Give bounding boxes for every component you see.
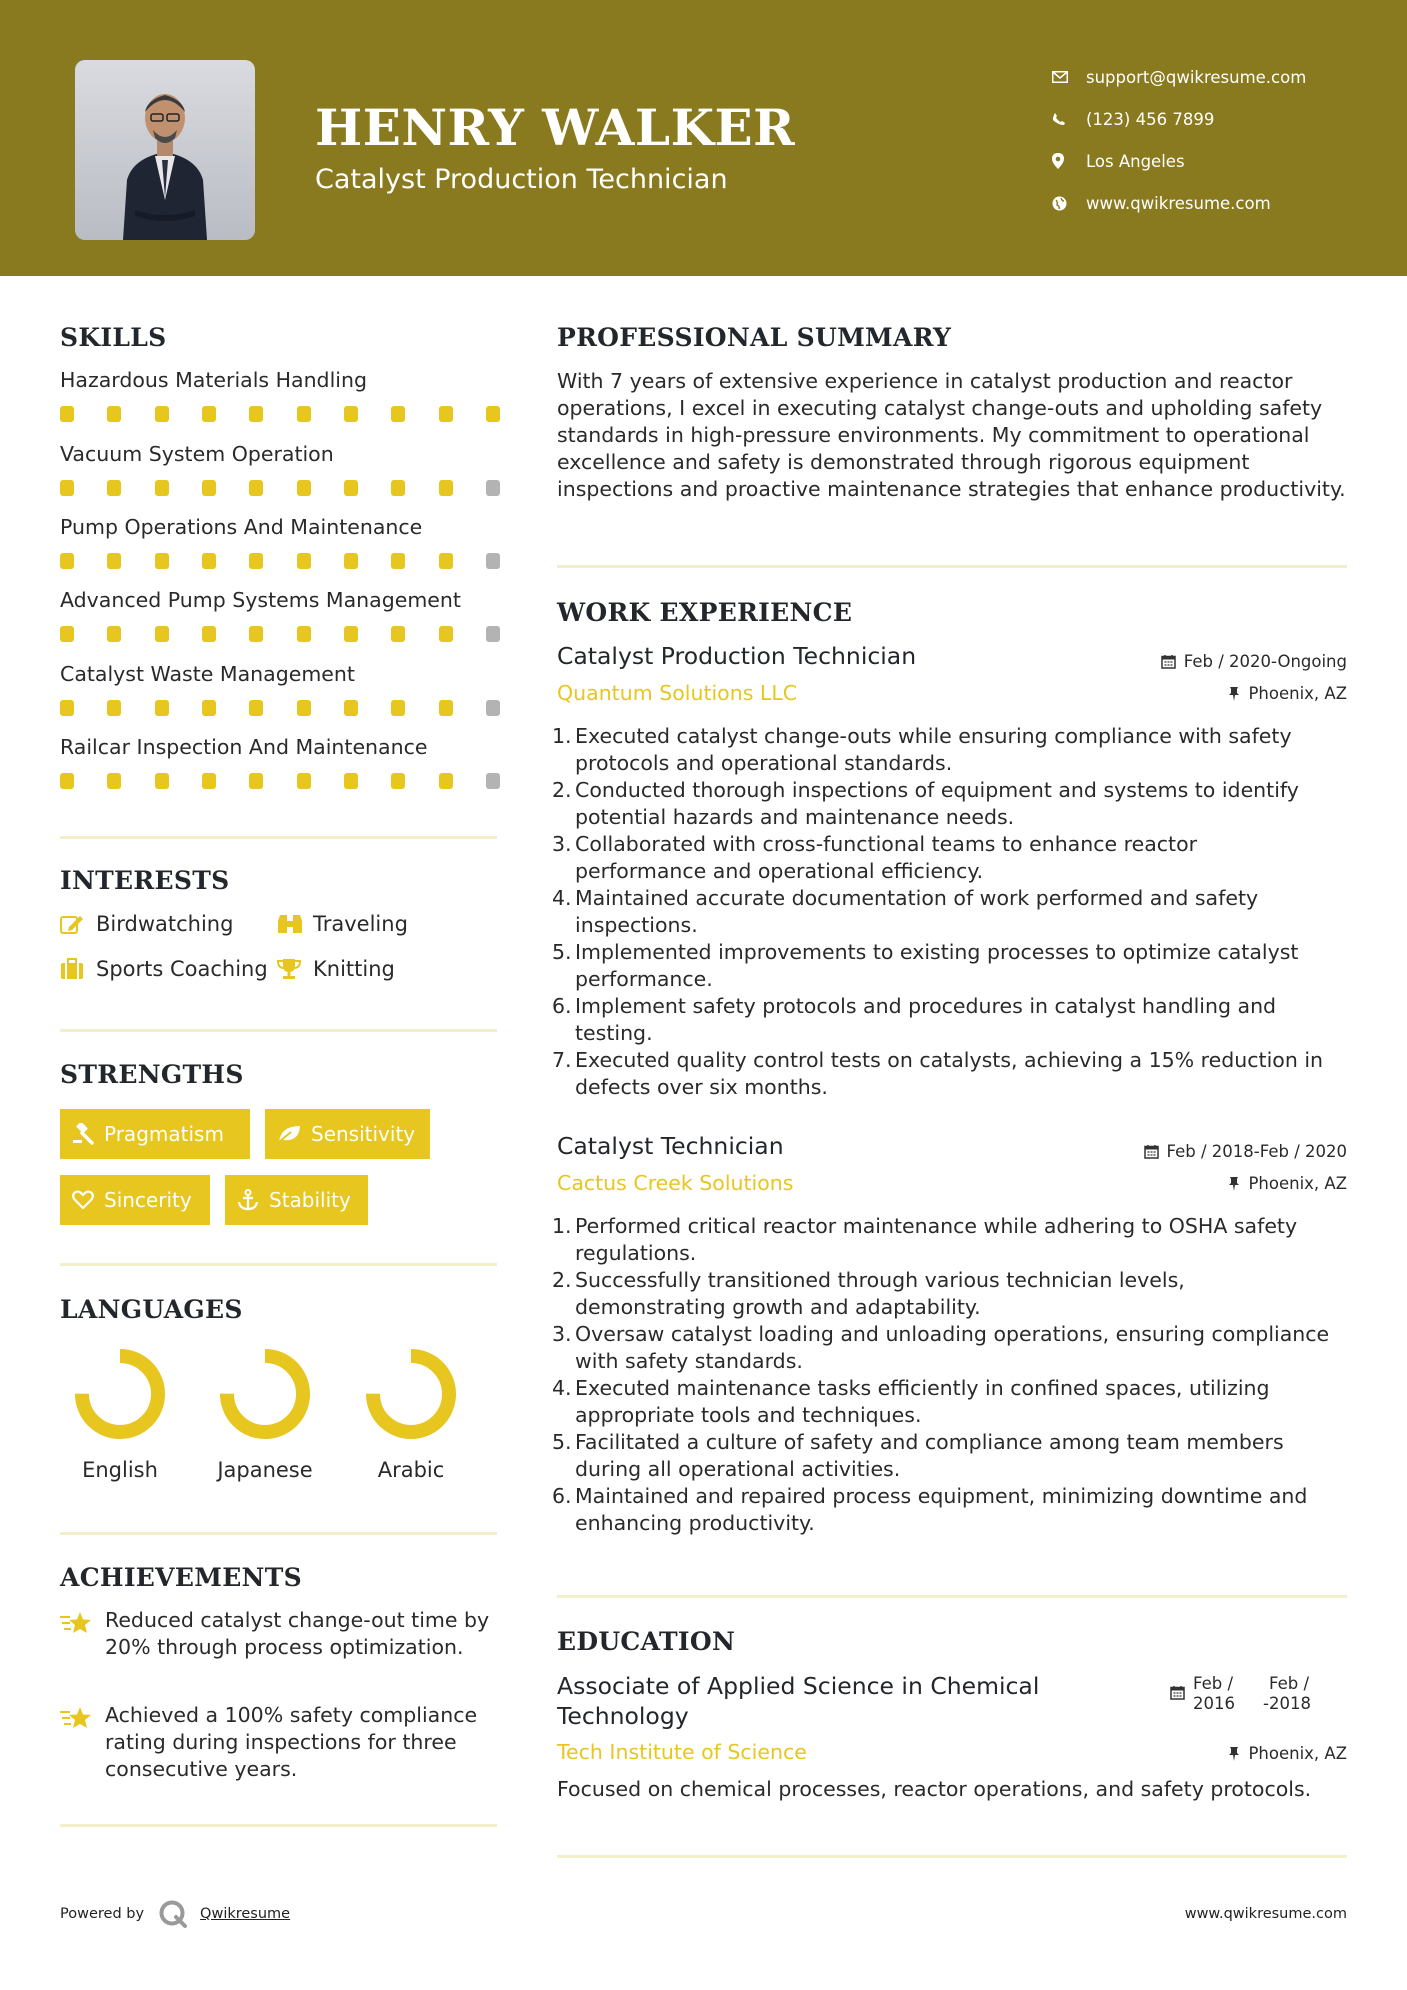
contact-location xyxy=(1050,140,1380,182)
summary-text: With 7 years of extensive experience in catalyst production and reactor operations, I excel in executing catalyst change-outs and upholding safety standards in high-pressure environments. My commitment to operational excellence and safety is demonstrated through rigorous equipment inspections and proactive maintenance strategies that enhance productivity. xyxy=(557,369,1346,501)
rating-dot-filled xyxy=(344,553,358,569)
skill-label: Catalyst Waste Management xyxy=(60,662,355,686)
rating-dot-filled xyxy=(155,700,169,716)
rating-dot-filled xyxy=(297,406,311,422)
rating-dot-filled xyxy=(439,553,453,569)
school-name: Tech Institute of Science xyxy=(557,1740,807,1764)
strength-tag xyxy=(60,1175,210,1225)
anchor-icon xyxy=(237,1189,259,1211)
rating-dot-filled xyxy=(107,626,121,642)
rating-dot-filled xyxy=(202,773,216,789)
rating-dot-filled xyxy=(439,626,453,642)
qwikresume-link[interactable]: Qwikresume xyxy=(200,1906,291,1922)
calendar-icon xyxy=(1170,1674,1185,1714)
calendar-icon xyxy=(1144,1144,1159,1159)
rating-dot-filled xyxy=(249,480,263,496)
rating-dot-filled xyxy=(297,626,311,642)
list-item: 5. Implemented improvements to existing processes to optimize catalyst performance. xyxy=(552,940,1299,991)
rating-dot-filled xyxy=(249,773,263,789)
job-dates-text: Feb / 2018-Feb / 2020 xyxy=(1166,1142,1347,1161)
rating-dot-filled xyxy=(107,773,121,789)
gavel-icon xyxy=(72,1123,94,1145)
rating-dot-filled xyxy=(107,406,121,422)
list-item: 1. Executed catalyst change-outs while ensuring compliance with safety protocols and operational standards. xyxy=(552,724,1292,775)
rating-dot-filled xyxy=(249,626,263,642)
interests-heading: INTERESTS xyxy=(60,866,230,895)
job-title: Catalyst Production Technician xyxy=(557,642,917,670)
skill-label: Vacuum System Operation xyxy=(60,442,334,466)
education-heading: EDUCATION xyxy=(557,1627,736,1656)
language-item xyxy=(346,1346,476,1482)
rating-dot-empty xyxy=(486,480,500,496)
skill-rating xyxy=(60,406,500,422)
briefcase-icon xyxy=(60,958,96,980)
job-bullets xyxy=(552,723,1352,1101)
leaf-icon xyxy=(277,1124,301,1144)
rating-dot-filled xyxy=(439,406,453,422)
achievement-item xyxy=(60,1607,500,1661)
list-item: 6. Maintained and repaired process equipment, minimizing downtime and enhancing productivity. xyxy=(552,1484,1308,1535)
rating-dot-filled xyxy=(202,700,216,716)
company-name: Quantum Solutions LLC xyxy=(557,681,798,705)
job-location xyxy=(1228,684,1347,703)
company-name: Cactus Creek Solutions xyxy=(557,1171,794,1195)
list-item: 4. Executed maintenance tasks efficiently in confined spaces, utilizing appropriate tools and techniques. xyxy=(552,1376,1270,1427)
degree-title: Associate of Applied Science in Chemical xyxy=(557,1672,1040,1700)
strength-label: Sincerity xyxy=(104,1188,192,1212)
footer-powered-by xyxy=(60,1899,290,1929)
strength-tag xyxy=(265,1109,430,1159)
job-dates xyxy=(1161,652,1347,671)
section-divider xyxy=(60,1824,497,1827)
skill-label: Railcar Inspection And Maintenance xyxy=(60,735,428,759)
contact-email-text: support@qwikresume.com xyxy=(1086,67,1307,87)
rating-dot-filled xyxy=(391,700,405,716)
job-bullets xyxy=(552,1213,1352,1537)
candidate-name: HENRY WALKER xyxy=(315,98,796,157)
job-dates-text: Feb / 2020-Ongoing xyxy=(1183,652,1347,671)
rating-dot-filled xyxy=(249,406,263,422)
language-level-ring xyxy=(217,1346,313,1442)
interest-label: Knitting xyxy=(313,957,395,981)
skill-rating xyxy=(60,553,500,569)
job-dates xyxy=(1144,1142,1347,1161)
skills-heading: SKILLS xyxy=(60,323,167,352)
list-item: 4. Maintained accurate documentation of work performed and safety inspections. xyxy=(552,886,1259,937)
interest-item xyxy=(60,912,233,936)
strength-label: Sensitivity xyxy=(311,1122,416,1146)
education-date-start: Feb / 2016 xyxy=(1193,1674,1235,1713)
strengths-heading: STRENGTHS xyxy=(60,1060,244,1089)
interest-item xyxy=(60,957,268,981)
strength-tag xyxy=(225,1175,368,1225)
rating-dot-filled xyxy=(202,406,216,422)
interest-item xyxy=(277,912,408,936)
rating-dot-filled xyxy=(107,480,121,496)
pin-icon xyxy=(1228,686,1240,702)
pencil-icon xyxy=(60,913,96,935)
contact-list xyxy=(1050,56,1380,224)
list-item: 6. Implement safety protocols and procedures in catalyst handling and testing. xyxy=(552,994,1277,1045)
list-item: 1. Performed critical reactor maintenance while adhering to OSHA safety regulations. xyxy=(552,1214,1298,1265)
language-label: Japanese xyxy=(217,1458,313,1482)
experience-heading: WORK EXPERIENCE xyxy=(557,598,853,627)
section-divider xyxy=(60,1263,497,1266)
skill-rating xyxy=(60,773,500,789)
phone-icon xyxy=(1050,112,1086,126)
list-item: 5. Facilitated a culture of safety and compliance among team members during all operational activities. xyxy=(552,1430,1284,1481)
rating-dot-filled xyxy=(344,626,358,642)
list-item: 7. Executed quality control tests on catalysts, achieving a 15% reduction in defects over six months. xyxy=(552,1048,1324,1099)
header-banner xyxy=(0,0,1407,276)
rating-dot-filled xyxy=(391,773,405,789)
skill-rating xyxy=(60,700,500,716)
rating-dot-filled xyxy=(344,700,358,716)
rating-dot-filled xyxy=(155,553,169,569)
language-label: English xyxy=(82,1458,158,1482)
rating-dot-filled xyxy=(391,480,405,496)
job-location-text: Phoenix, AZ xyxy=(1248,684,1347,703)
summary-heading: PROFESSIONAL SUMMARY xyxy=(557,323,952,352)
rating-dot-filled xyxy=(155,626,169,642)
rating-dot-filled xyxy=(60,773,74,789)
qwikresume-logo-icon xyxy=(158,1899,188,1929)
strength-label: Pragmatism xyxy=(104,1122,224,1146)
rating-dot-empty xyxy=(486,700,500,716)
rating-dot-filled xyxy=(391,626,405,642)
strength-tag xyxy=(60,1109,250,1159)
candidate-title: Catalyst Production Technician xyxy=(315,164,728,195)
language-item xyxy=(200,1346,330,1482)
heart-icon xyxy=(72,1190,94,1210)
contact-website[interactable] xyxy=(1050,182,1380,224)
language-label: Arabic xyxy=(377,1458,445,1482)
rating-dot-empty xyxy=(486,553,500,569)
job-location-text: Phoenix, AZ xyxy=(1248,1174,1347,1193)
skill-label: Pump Operations And Maintenance xyxy=(60,515,423,539)
section-divider xyxy=(60,1532,497,1535)
list-item: 2. Successfully transitioned through various technician levels, demonstrating growth and adaptability. xyxy=(552,1268,1185,1319)
calendar-icon xyxy=(1161,654,1176,669)
list-item: 3. Collaborated with cross-functional teams to enhance reactor performance and operational efficiency. xyxy=(552,832,1198,883)
rating-dot-filled xyxy=(297,553,311,569)
interest-label: Sports Coaching xyxy=(96,957,268,981)
rating-dot-filled xyxy=(297,773,311,789)
contact-location-text: Los Angeles xyxy=(1086,151,1185,171)
list-item: 3. Oversaw catalyst loading and unloading operations, ensuring compliance with safety standards. xyxy=(552,1322,1330,1373)
rating-dot-filled xyxy=(107,553,121,569)
rating-dot-filled xyxy=(344,406,358,422)
achievement-text: Reduced catalyst change-out time by 20% through process optimization. xyxy=(105,1608,490,1659)
skill-rating xyxy=(60,480,500,496)
rating-dot-filled xyxy=(249,700,263,716)
rating-dot-filled xyxy=(439,773,453,789)
rating-dot-filled xyxy=(60,480,74,496)
rating-dot-filled xyxy=(297,700,311,716)
language-level-ring xyxy=(72,1346,168,1442)
rating-dot-filled xyxy=(155,480,169,496)
footer-website[interactable]: www.qwikresume.com xyxy=(1184,1906,1347,1922)
education-dates xyxy=(1170,1674,1311,1714)
section-divider xyxy=(557,1595,1347,1598)
strength-label: Stability xyxy=(269,1188,351,1212)
rating-dot-filled xyxy=(202,480,216,496)
contact-phone[interactable] xyxy=(1050,98,1380,140)
rating-dot-filled xyxy=(297,480,311,496)
education-description: Focused on chemical processes, reactor operations, and safety protocols. xyxy=(557,1777,1312,1801)
degree-title-cont: Technology xyxy=(557,1702,689,1730)
language-level-ring xyxy=(363,1346,459,1442)
rating-dot-filled xyxy=(486,406,500,422)
education-location-text: Phoenix, AZ xyxy=(1248,1744,1347,1763)
rating-dot-empty xyxy=(486,773,500,789)
rating-dot-filled xyxy=(60,406,74,422)
powered-by-text: Powered by xyxy=(60,1906,145,1922)
envelope-icon xyxy=(1050,71,1086,83)
star-icon xyxy=(60,1607,105,1661)
contact-phone-text: (123) 456 7899 xyxy=(1086,109,1215,129)
contact-email[interactable] xyxy=(1050,56,1380,98)
rating-dot-filled xyxy=(155,773,169,789)
language-item xyxy=(55,1346,185,1482)
pin-icon xyxy=(1228,1746,1240,1762)
section-divider xyxy=(557,565,1347,568)
job-location xyxy=(1228,1174,1347,1193)
education-date-end: Feb / -2018 xyxy=(1263,1674,1311,1713)
pin-icon xyxy=(1228,1176,1240,1192)
star-icon xyxy=(60,1702,105,1783)
contact-website-text: www.qwikresume.com xyxy=(1086,193,1271,213)
rating-dot-filled xyxy=(60,626,74,642)
rating-dot-filled xyxy=(391,553,405,569)
list-item: 2. Conducted thorough inspections of equipment and systems to identify potential hazards and maintenance needs. xyxy=(552,778,1299,829)
interest-label: Traveling xyxy=(313,912,408,936)
rating-dot-filled xyxy=(60,553,74,569)
achievement-item xyxy=(60,1702,500,1783)
profile-photo xyxy=(75,60,255,240)
section-divider xyxy=(60,1029,497,1032)
job-title: Catalyst Technician xyxy=(557,1132,784,1160)
globe-icon xyxy=(1050,196,1086,211)
map-marker-icon xyxy=(1050,153,1086,169)
interest-label: Birdwatching xyxy=(96,912,234,936)
trophy-icon xyxy=(277,958,313,980)
rating-dot-filled xyxy=(107,700,121,716)
achievement-text: Achieved a 100% safety compliance rating during inspections for three consecutive years. xyxy=(105,1703,478,1781)
section-divider xyxy=(60,836,497,839)
rating-dot-filled xyxy=(155,406,169,422)
rating-dot-filled xyxy=(249,553,263,569)
binoculars-icon xyxy=(277,913,313,935)
interest-item xyxy=(277,957,395,981)
section-divider xyxy=(557,1855,1347,1858)
rating-dot-empty xyxy=(486,626,500,642)
rating-dot-filled xyxy=(439,480,453,496)
education-location xyxy=(1228,1744,1347,1763)
rating-dot-filled xyxy=(439,700,453,716)
skill-rating xyxy=(60,626,500,642)
achievements-heading: ACHIEVEMENTS xyxy=(60,1563,302,1592)
rating-dot-filled xyxy=(344,773,358,789)
skill-label: Hazardous Materials Handling xyxy=(60,368,367,392)
rating-dot-filled xyxy=(202,626,216,642)
skill-label: Advanced Pump Systems Management xyxy=(60,588,461,612)
rating-dot-filled xyxy=(60,700,74,716)
rating-dot-filled xyxy=(391,406,405,422)
languages-heading: LANGUAGES xyxy=(60,1295,243,1324)
rating-dot-filled xyxy=(344,480,358,496)
rating-dot-filled xyxy=(202,553,216,569)
